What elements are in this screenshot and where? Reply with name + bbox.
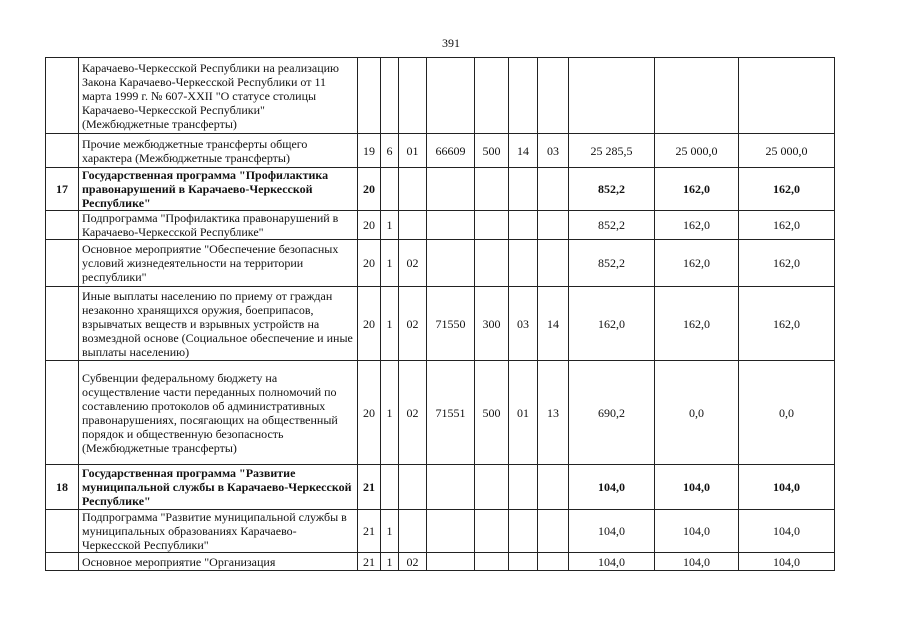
row-description: Карачаево-Черкесской Республики на реализацию Закона Карачаево-Черкесской Республики от 11 марта 1999 г. № 607-XXII "О статусе столицы Карачаево-Черкесской Республики" (Межбюджетные трансферты): [79, 58, 358, 134]
amount-cell: 104,0: [569, 553, 655, 571]
table-row: [46, 510, 835, 553]
code-cell: 02: [399, 553, 427, 571]
amount-cell: 162,0: [739, 287, 835, 361]
amount-cell: 852,2: [569, 211, 655, 240]
code-cell: [427, 510, 475, 553]
table-row: [46, 287, 835, 361]
row-description: Основное мероприятие "Организация: [79, 553, 358, 571]
amount-cell: 104,0: [655, 510, 739, 553]
table-row: [46, 361, 835, 465]
amount-cell: [569, 58, 655, 134]
code-cell: 13: [538, 361, 569, 465]
code-cell: 03: [538, 134, 569, 168]
amount-cell: 25 285,5: [569, 134, 655, 168]
code-cell: [538, 58, 569, 134]
table-row: [46, 58, 835, 134]
code-cell: [427, 58, 475, 134]
code-cell: [509, 553, 538, 571]
code-cell: 1: [381, 287, 399, 361]
row-number: [46, 134, 79, 168]
code-cell: [538, 240, 569, 287]
amount-cell: [655, 58, 739, 134]
code-cell: [475, 553, 509, 571]
amount-cell: 0,0: [739, 361, 835, 465]
table-row: [46, 465, 835, 510]
amount-cell: 104,0: [569, 465, 655, 510]
row-description: Государственная программа "Развитие муниципальной службы в Карачаево-Черкесской Республике": [79, 465, 358, 510]
amount-cell: 162,0: [739, 211, 835, 240]
row-description: Государственная программа "Профилактика правонарушений в Карачаево-Черкесской Республике": [79, 168, 358, 211]
amount-cell: 25 000,0: [655, 134, 739, 168]
code-cell: 19: [358, 134, 381, 168]
row-number: [46, 240, 79, 287]
amount-cell: 104,0: [655, 465, 739, 510]
row-description: Иные выплаты населению по приему от граждан незаконно хранящихся оружия, боеприпасов, взрывчатых веществ и взрывных устройств на возмездной основе (Социальное обеспечение и иные выплаты населению): [79, 287, 358, 361]
amount-cell: 104,0: [569, 510, 655, 553]
code-cell: [399, 168, 427, 211]
code-cell: 20: [358, 240, 381, 287]
code-cell: 21: [358, 510, 381, 553]
table-row: [46, 134, 835, 168]
table-row: [46, 553, 835, 571]
code-cell: [538, 211, 569, 240]
code-cell: 20: [358, 168, 381, 211]
code-cell: [399, 465, 427, 510]
amount-cell: 852,2: [569, 168, 655, 211]
budget-table: [45, 57, 835, 571]
code-cell: 01: [399, 134, 427, 168]
code-cell: [427, 240, 475, 287]
code-cell: [475, 58, 509, 134]
row-description: Прочие межбюджетные трансферты общего характера (Межбюджетные трансферты): [79, 134, 358, 168]
code-cell: [381, 465, 399, 510]
amount-cell: 162,0: [655, 211, 739, 240]
amount-cell: 104,0: [739, 510, 835, 553]
code-cell: [399, 510, 427, 553]
code-cell: [509, 465, 538, 510]
row-number: [46, 361, 79, 465]
amount-cell: 0,0: [655, 361, 739, 465]
amount-cell: 162,0: [655, 287, 739, 361]
code-cell: 500: [475, 361, 509, 465]
row-description: Субвенции федеральному бюджету на осуществление части переданных полномочий по составлению протоколов об административных правонарушениях, посягающих на общественный порядок и общественную безопасность (Межбюджетные трансферты): [79, 361, 358, 465]
row-description: Подпрограмма "Профилактика правонарушений в Карачаево-Черкесской Республике": [79, 211, 358, 240]
code-cell: 1: [381, 361, 399, 465]
amount-cell: 104,0: [739, 465, 835, 510]
code-cell: [509, 168, 538, 211]
code-cell: 66609: [427, 134, 475, 168]
code-cell: 03: [509, 287, 538, 361]
table-row: [46, 168, 835, 211]
code-cell: 02: [399, 240, 427, 287]
code-cell: [427, 168, 475, 211]
code-cell: [358, 58, 381, 134]
code-cell: 500: [475, 134, 509, 168]
amount-cell: 162,0: [739, 240, 835, 287]
code-cell: 71550: [427, 287, 475, 361]
code-cell: 6: [381, 134, 399, 168]
code-cell: [475, 240, 509, 287]
code-cell: 14: [538, 287, 569, 361]
amount-cell: 690,2: [569, 361, 655, 465]
code-cell: [475, 168, 509, 211]
table-row: [46, 211, 835, 240]
amount-cell: 162,0: [569, 287, 655, 361]
table-row: [46, 240, 835, 287]
code-cell: [509, 211, 538, 240]
row-number: [46, 58, 79, 134]
amount-cell: 162,0: [655, 168, 739, 211]
code-cell: [509, 510, 538, 553]
code-cell: [509, 240, 538, 287]
code-cell: 1: [381, 211, 399, 240]
code-cell: 14: [509, 134, 538, 168]
code-cell: [399, 58, 427, 134]
code-cell: 1: [381, 240, 399, 287]
row-description: Подпрограмма "Развитие муниципальной службы в муниципальных образованиях Карачаево-Черкесской Республики": [79, 510, 358, 553]
amount-cell: 104,0: [739, 553, 835, 571]
code-cell: [538, 168, 569, 211]
code-cell: 20: [358, 287, 381, 361]
row-number: [46, 287, 79, 361]
row-number: 18: [46, 465, 79, 510]
code-cell: 300: [475, 287, 509, 361]
code-cell: 71551: [427, 361, 475, 465]
code-cell: 20: [358, 361, 381, 465]
code-cell: 02: [399, 287, 427, 361]
code-cell: [538, 465, 569, 510]
code-cell: 01: [509, 361, 538, 465]
amount-cell: 852,2: [569, 240, 655, 287]
code-cell: [538, 510, 569, 553]
amount-cell: 104,0: [655, 553, 739, 571]
code-cell: [399, 211, 427, 240]
code-cell: [381, 58, 399, 134]
code-cell: 02: [399, 361, 427, 465]
row-number: 17: [46, 168, 79, 211]
code-cell: 1: [381, 510, 399, 553]
amount-cell: 25 000,0: [739, 134, 835, 168]
code-cell: [427, 211, 475, 240]
amount-cell: 162,0: [739, 168, 835, 211]
amount-cell: [739, 58, 835, 134]
code-cell: [538, 553, 569, 571]
code-cell: [381, 168, 399, 211]
code-cell: 1: [381, 553, 399, 571]
page-number: 391: [442, 36, 460, 50]
code-cell: 20: [358, 211, 381, 240]
row-number: [46, 553, 79, 571]
amount-cell: 162,0: [655, 240, 739, 287]
row-number: [46, 510, 79, 553]
code-cell: [475, 211, 509, 240]
code-cell: [427, 553, 475, 571]
code-cell: 21: [358, 553, 381, 571]
code-cell: 21: [358, 465, 381, 510]
code-cell: [427, 465, 475, 510]
code-cell: [509, 58, 538, 134]
code-cell: [475, 465, 509, 510]
code-cell: [475, 510, 509, 553]
row-description: Основное мероприятие "Обеспечение безопасных условий жизнедеятельности на территории республики": [79, 240, 358, 287]
row-number: [46, 211, 79, 240]
